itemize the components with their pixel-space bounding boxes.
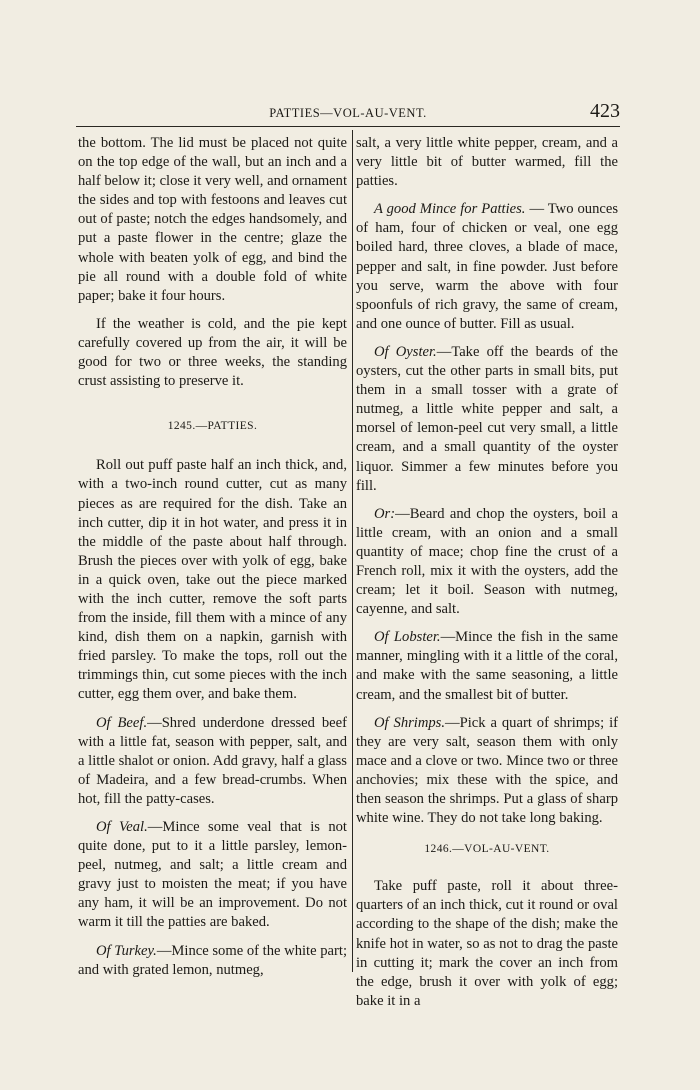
recipe-veal (78, 818, 347, 933)
right-column (356, 134, 618, 1020)
recipe-text: — Two ounces of ham, four of chicken or veal, one egg boiled hard, three cloves, a blade of mace, pepper and salt, in fine powder. Just before you serve, warm the above with four spoonfuls of rich gravy, the same of cream, and one ounce of butter. Fill as usual. (356, 201, 619, 332)
recipe-text: —Shred underdone dressed beef with a little fat, season with pepper, salt, and a little shalot or onion. Add gravy, half a glass of Madeira, and a few bread-crumbs. When hot, fill the patty-cases. (78, 714, 347, 807)
recipe-beef (78, 714, 347, 809)
recipe-text: —Mince some veal that is not quite done, put to it a little parsley, lemon-peel, nutmeg, and salt; a little cream and gravy just to moisten the meat; if you have any ham, it will be an improvement. Do not warm it till the patties are baked. (78, 819, 347, 931)
recipe-label: Of Shrimps. (374, 714, 446, 731)
recipe-text: —Beard and chop the oysters, boil a little cream, with an onion and a small quantity of mace; chop fine the crust of a French roll, mix it with the oysters, add the cream; let it boil. Season with nutmeg, cayenne, and salt. (356, 505, 618, 618)
recipe-text: —Mince the fish in the same manner, mingling with it a little of the coral, and make with the same seasoning, a little cream, and the smallest bit of butter. (356, 629, 618, 703)
page-number: 423 (590, 100, 620, 122)
recipe-label: A good Mince for Patties. (374, 201, 526, 218)
paragraph: If the weather is cold, and the pie kept carefully covered up from the air, it will be good for two or three weeks, the standing crust assisting to preserve it. (78, 315, 347, 390)
recipe-label: Of Veal. (96, 819, 148, 835)
running-title: PATTIES—VOL-AU-VENT. (269, 106, 427, 120)
recipe-label: Of Beef. (96, 714, 148, 731)
recipe-label: Or: (374, 505, 396, 522)
recipe-lobster (356, 628, 618, 704)
paragraph: salt, a very little white pepper, cream, and a very little bit of butter warmed, fill the patties. (356, 135, 618, 190)
section-heading-vol-au-vent: 1246.—VOL-AU-VENT. (424, 843, 550, 856)
column-divider (352, 130, 353, 972)
recipe-oyster-alt (356, 505, 618, 620)
recipe-label: Of Lobster. (374, 629, 441, 646)
section-heading-patties: 1245.—PATTIES. (167, 420, 258, 433)
recipe-turkey (78, 942, 347, 980)
recipe-text: —Pick a quart of shrimps; if they are very salt, season them with only mace and a clove or two. Mince two or three anchovies; mix these with the spice, and then season the shrimps. Put a glass of sharp white wine. They do not take long baking. (356, 714, 618, 827)
left-column (78, 134, 347, 989)
paragraph: Take puff paste, roll it about three-quarters of an inch thick, cut it round or oval according to the shape of the dish; make the knife hot in water, so as not to drag the paste in cutting it; mark the cover an inch from the edge, brush it over with yolk of egg; bake it in a (356, 878, 618, 1009)
recipe-mince (356, 200, 618, 334)
page-header (76, 100, 620, 127)
recipe-text: —Mince some of the white part; and with grated lemon, nutmeg, (78, 942, 347, 978)
recipe-oyster (356, 343, 618, 496)
recipe-label: Of Oyster. (374, 343, 437, 360)
recipe-text: —Take off the beards of the oysters, cut the other parts in small bits, put them in a small tosser with a grate of nutmeg, a little white pepper and salt, a morsel of lemon-peel cut very small, a little cream, and a small quantity of the oyster liquor. Simmer a few minutes before you fill. (356, 343, 618, 494)
recipe-label: Of Turkey. (96, 942, 157, 959)
recipe-shrimps (356, 714, 618, 829)
paragraph: Roll out puff paste half an inch thick, and, with a two-inch round cutter, cut as many pieces as are required for the dish. Take an inch cutter, dip it in hot water, and press it in the middle of the paste about half through. Brush the pieces over with yolk of egg, bake in a quick oven, take out the piece marked with the inch cutter, remove the soft parts from the inside, fill them with a mince of any kind, dish them on a napkin, garnish with fried parsley. To make the tops, roll out the trimmings thin, cut some pieces with the inch cutter, egg them over, and bake them. (78, 457, 347, 703)
paragraph: the bottom. The lid must be placed not quite on the top edge of the wall, but an inch and a half below it; close it very well, and ornament the sides and top with festoons and leaves cut out of paste; notch the edges handsomely, and put a paste flower in the centre; glaze the whole with beaten yolk of egg, and bind the pie all round with a double fold of white paper; bake it four hours. (78, 135, 347, 304)
